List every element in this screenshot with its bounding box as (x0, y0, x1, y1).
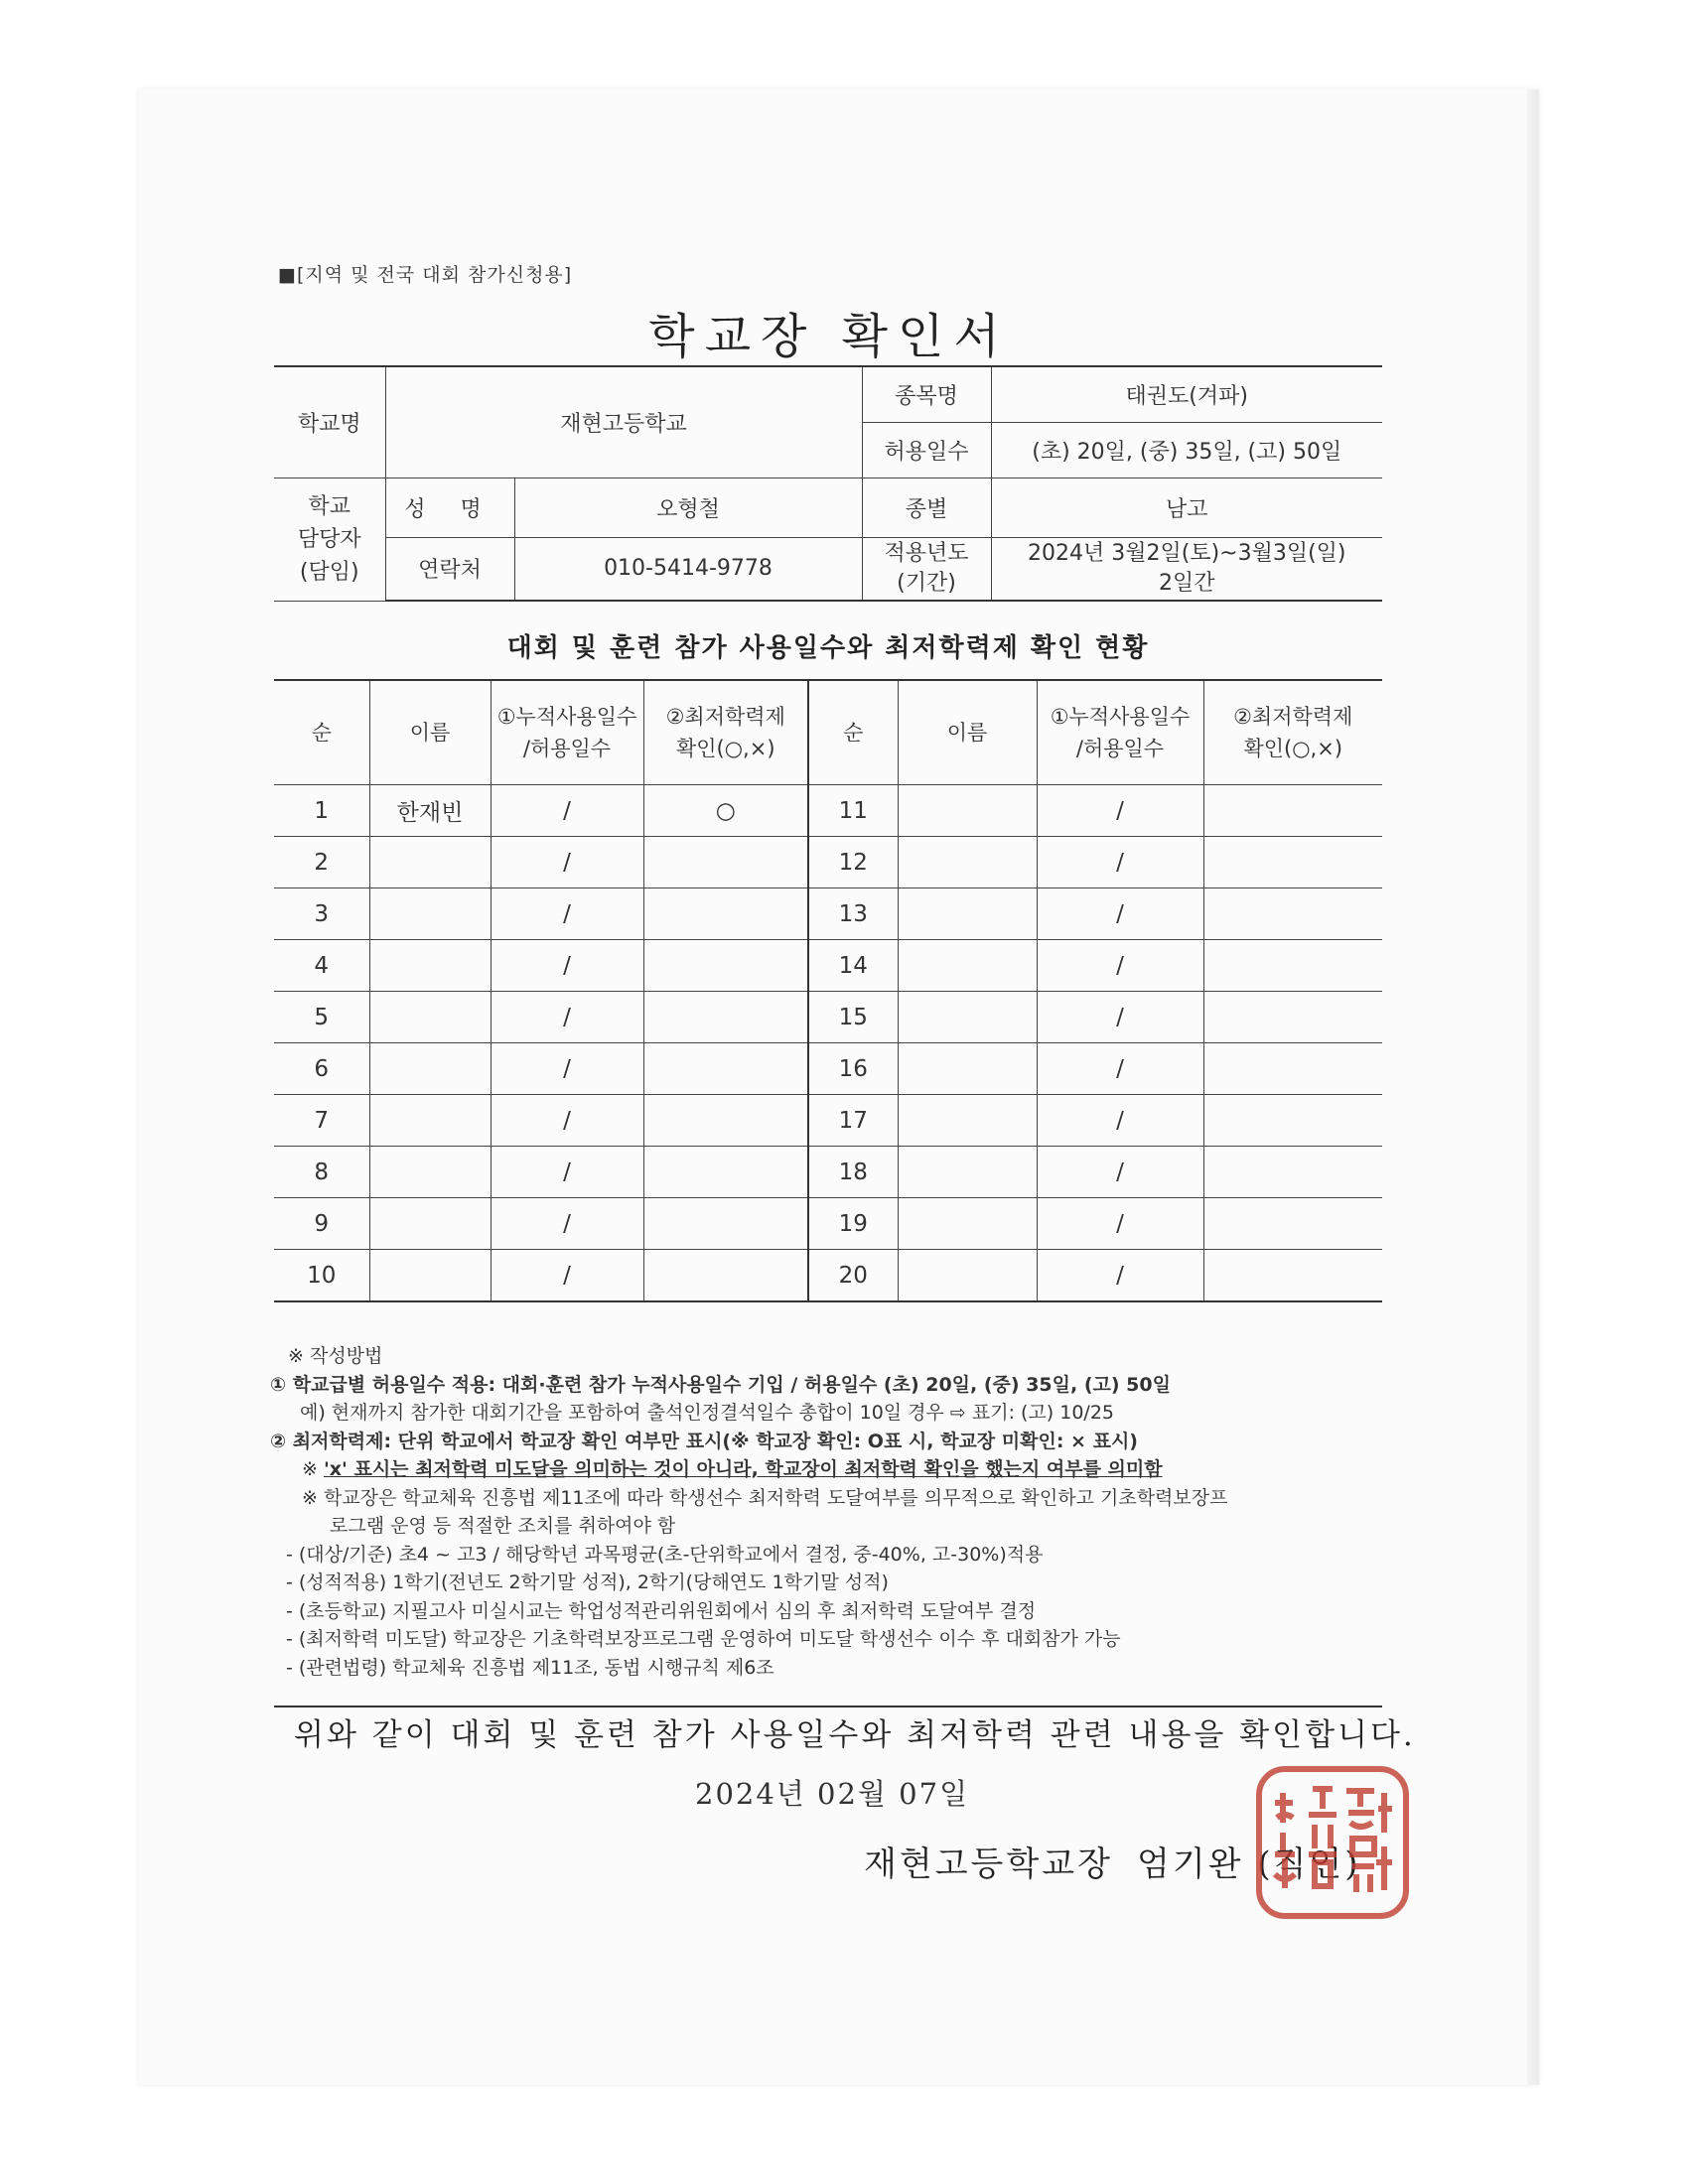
student-name-right (898, 1095, 1037, 1147)
period-label (862, 537, 991, 601)
guide-item-1: ① 학교급별 허용일수 적용: 대회·훈련 참가 누적사용일수 기입 / 허용일수 (초) 20일, (중) 35일, (고) 50일 (270, 1373, 1171, 1396)
min-academic-check-right (1203, 837, 1382, 888)
min-academic-check-left (643, 940, 808, 992)
student-name-right (898, 992, 1037, 1043)
writing-guide (270, 1342, 1392, 1682)
min-academic-check-right (1203, 1147, 1382, 1198)
cumulative-days-right: / (1037, 1250, 1203, 1302)
info-table (274, 365, 1382, 602)
cumulative-days-left: / (491, 992, 643, 1043)
contact-label: 연락처 (385, 537, 514, 601)
roster-table (274, 679, 1382, 1302)
row-number-left: 8 (274, 1147, 369, 1198)
category-value: 남고 (991, 478, 1382, 537)
row-number-left: 10 (274, 1250, 369, 1302)
min-academic-check-right (1203, 888, 1382, 940)
guide-item-2-note-mark: ※ (302, 1458, 324, 1480)
student-name-left (369, 940, 491, 992)
table-row (274, 992, 1382, 1043)
document-title: 학교장 확인서 (648, 309, 1010, 364)
guide-item-1-example: 예) 현재까지 참가한 대회기간을 포함하여 출석인정결석일수 총합이 10일 경우 ⇨ 표기: (고) 10/25 (300, 1402, 1115, 1424)
min-academic-check-right (1203, 1198, 1382, 1250)
table-row (274, 785, 1382, 837)
table-row (274, 940, 1382, 992)
min-academic-check-left: ○ (643, 785, 808, 837)
student-name-right (898, 837, 1037, 888)
paper-edge (1527, 89, 1539, 2085)
guide-bullet-3: - (초등학교) 지필고사 미실시교는 학업성적관리위원회에서 심의 후 최저학력 도달여부 결정 (286, 1599, 1037, 1622)
cumulative-days-left: / (491, 1198, 643, 1250)
official-seal-icon (1253, 1763, 1412, 1922)
student-name-right (898, 888, 1037, 940)
row-number-right: 19 (808, 1198, 898, 1250)
manager-label-text: 학교 담당자 (담임) (297, 493, 361, 585)
header-name-left: 이름 (369, 680, 491, 785)
category-label: 종별 (862, 478, 991, 537)
header-name-right: 이름 (898, 680, 1037, 785)
guide-bullet-5: - (관련법령) 학교체육 진흥법 제11조, 동법 시행규칙 제6조 (286, 1656, 774, 1679)
student-name-right (898, 1043, 1037, 1095)
name-label: 성 명 (385, 478, 514, 537)
min-academic-check-left (643, 1198, 808, 1250)
row-number-left: 4 (274, 940, 369, 992)
table-row (274, 1250, 1382, 1302)
table-row (274, 888, 1382, 940)
row-number-right: 11 (808, 785, 898, 837)
cumulative-days-right: / (1037, 1043, 1203, 1095)
row-number-right: 13 (808, 888, 898, 940)
row-number-right: 20 (808, 1250, 898, 1302)
cumulative-days-left: / (491, 1043, 643, 1095)
issue-date: 2024년 02월 07일 (695, 1777, 970, 1811)
student-name-left (369, 1095, 491, 1147)
row-number-left: 9 (274, 1198, 369, 1250)
row-number-left: 2 (274, 837, 369, 888)
cumulative-days-left: / (491, 785, 643, 837)
student-name-left (369, 1147, 491, 1198)
cumulative-days-left: / (491, 940, 643, 992)
period-label-text: 적용년도 (기간) (884, 540, 969, 596)
event-value: 태권도(겨파) (991, 366, 1382, 422)
row-number-right: 18 (808, 1147, 898, 1198)
student-name-left (369, 1250, 491, 1302)
guide-bullet-2: - (성적적용) 1학기(전년도 2학기말 성적), 2학기(당해연도 1학기말 성적) (286, 1571, 889, 1593)
cumulative-days-right: / (1037, 940, 1203, 992)
contact-value: 010-5414-9778 (514, 537, 862, 601)
row-number-right: 14 (808, 940, 898, 992)
guide-item-2-note: 'x' 표시는 최저학력 미도달을 의미하는 것이 아니라, 학교장이 최저학력 확인을 했는지 여부를 의미함 (323, 1458, 1163, 1480)
cumulative-days-left: / (491, 1250, 643, 1302)
row-number-left: 1 (274, 785, 369, 837)
row-number-right: 12 (808, 837, 898, 888)
student-name-left (369, 888, 491, 940)
allowed-days-value: (초) 20일, (중) 35일, (고) 50일 (991, 422, 1382, 478)
min-academic-check-left (643, 1250, 808, 1302)
manager-label (274, 478, 385, 601)
section-title: 대회 및 훈련 참가 사용일수와 최저학력제 확인 현황 (506, 633, 1150, 663)
row-number-left: 3 (274, 888, 369, 940)
header-no-left: 순 (274, 680, 369, 785)
guide-law-line-2: 로그램 운영 등 적절한 조치를 취하여야 함 (330, 1515, 676, 1537)
row-number-right: 17 (808, 1095, 898, 1147)
row-number-right: 16 (808, 1043, 898, 1095)
min-academic-check-right (1203, 1043, 1382, 1095)
cumulative-days-right: / (1037, 837, 1203, 888)
period-value: 2024년 3월2일(토)~3월3일(일) (1028, 540, 1346, 566)
header-no-right: 순 (808, 680, 898, 785)
name-value: 오형철 (514, 478, 862, 537)
table-row (274, 1043, 1382, 1095)
min-academic-check-right (1203, 1095, 1382, 1147)
header-days-right (1037, 680, 1203, 785)
confirmation-statement: 위와 같이 대회 및 훈련 참가 사용일수와 최저학력 관련 내용을 확인합니다. (294, 1717, 1416, 1753)
min-academic-check-right (1203, 1250, 1382, 1302)
header-check-left-text: ②최저학력제 확인(○,×) (665, 705, 785, 760)
table-row (274, 1147, 1382, 1198)
header-check-right (1203, 680, 1382, 785)
header-days-left (491, 680, 643, 785)
school-name: 재현고등학교 (385, 366, 862, 478)
student-name-left (369, 1043, 491, 1095)
min-academic-check-left (643, 992, 808, 1043)
cumulative-days-right: / (1037, 1147, 1203, 1198)
student-name-left (369, 1198, 491, 1250)
header-check-right-text: ②최저학력제 확인(○,×) (1233, 705, 1353, 760)
min-academic-check-right (1203, 785, 1382, 837)
row-number-right: 15 (808, 992, 898, 1043)
roster-body (274, 785, 1382, 1302)
guide-law-line-1: ※ 학교장은 학교체육 진흥법 제11조에 따라 학생선수 최저학력 도달여부를 의무적으로 확인하고 기초학력보장프 (302, 1486, 1228, 1509)
guide-bullet-4: - (최저학력 미도달) 학교장은 기초학력보장프로그램 운영하여 미도달 학생선수 이수 후 대회참가 가능 (286, 1628, 1121, 1650)
min-academic-check-left (643, 1147, 808, 1198)
cumulative-days-right: / (1037, 888, 1203, 940)
min-academic-check-right (1203, 940, 1382, 992)
guide-heading: ※ 작성방법 (288, 1345, 383, 1367)
table-row (274, 837, 1382, 888)
student-name-right (898, 940, 1037, 992)
min-academic-check-left (643, 1095, 808, 1147)
signer-school: 재현고등학교장 (864, 1844, 1113, 1884)
min-academic-check-left (643, 888, 808, 940)
student-name-left (369, 837, 491, 888)
event-label: 종목명 (862, 366, 991, 422)
guide-item-2: ② 최저학력제: 단위 학교에서 학교장 확인 여부만 표시(※ 학교장 확인: O표 시, 학교장 미확인: × 표시) (270, 1430, 1138, 1452)
student-name-right (898, 1198, 1037, 1250)
student-name-left: 한재빈 (369, 785, 491, 837)
cumulative-days-right: / (1037, 1198, 1203, 1250)
cumulative-days-right: / (1037, 992, 1203, 1043)
cumulative-days-left: / (491, 837, 643, 888)
student-name-left (369, 992, 491, 1043)
row-number-left: 6 (274, 1043, 369, 1095)
signer-name: 엄기완 (직인) (1137, 1844, 1361, 1884)
guide-bullet-1: - (대상/기준) 초4 ~ 고3 / 해당학년 과목평균(초-단위학교에서 결정, 중-40%, 고-30%)적용 (286, 1543, 1044, 1566)
row-number-left: 5 (274, 992, 369, 1043)
cumulative-days-left: / (491, 1095, 643, 1147)
period-days: 2일간 (1158, 570, 1215, 596)
guide-item-2-note-row (270, 1455, 1392, 1484)
min-academic-check-right (1203, 992, 1382, 1043)
period-value-cell (991, 537, 1382, 601)
form-type-tag: ■[지역 및 전국 대회 참가신청용] (278, 264, 573, 286)
cumulative-days-right: / (1037, 785, 1203, 837)
header-check-left (643, 680, 808, 785)
min-academic-check-left (643, 1043, 808, 1095)
allowed-days-label: 허용일수 (862, 422, 991, 478)
divider (274, 1706, 1382, 1707)
header-days-left-text: ①누적사용일수 /허용일수 (496, 705, 637, 760)
row-number-left: 7 (274, 1095, 369, 1147)
min-academic-check-left (643, 837, 808, 888)
cumulative-days-left: / (491, 1147, 643, 1198)
student-name-right (898, 1250, 1037, 1302)
cumulative-days-left: / (491, 888, 643, 940)
school-label: 학교명 (274, 366, 385, 478)
cumulative-days-right: / (1037, 1095, 1203, 1147)
table-row (274, 1095, 1382, 1147)
table-row (274, 1198, 1382, 1250)
student-name-right (898, 785, 1037, 837)
student-name-right (898, 1147, 1037, 1198)
header-days-right-text: ①누적사용일수 /허용일수 (1050, 705, 1191, 760)
